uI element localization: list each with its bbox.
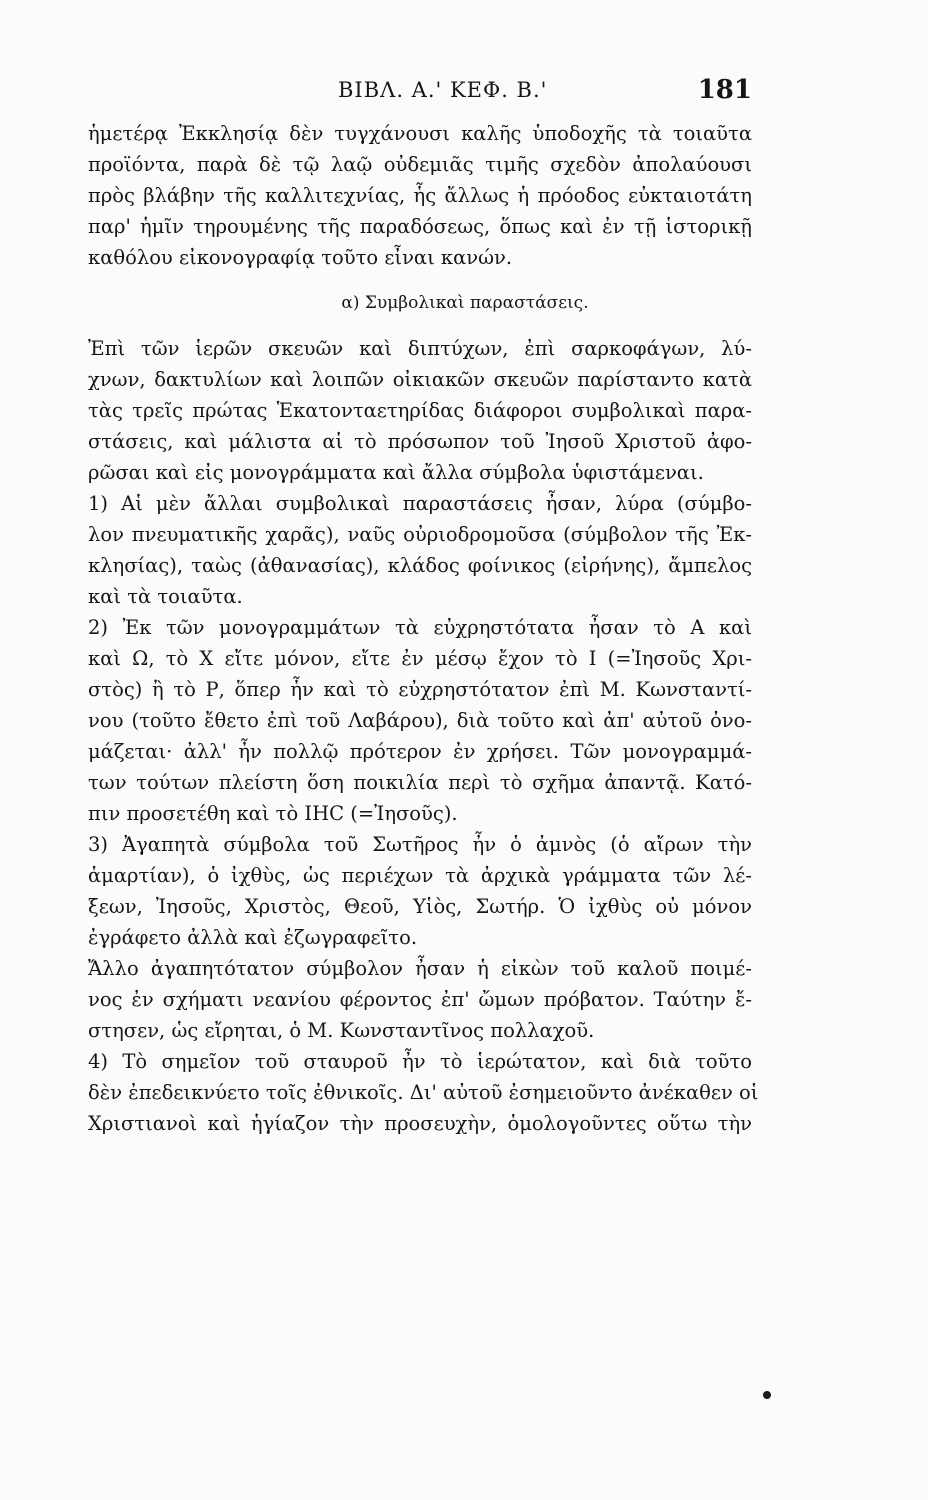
text-line: ξεων, Ἰησοῦς, Χριστὸς, Θεοῦ, Υἱὸς, Σωτήρ. Ὁ ἰχθὺς οὐ μόνον: [88, 895, 752, 918]
text-line: μάζεται· ἀλλ' ἦν πολλῷ πρότερον ἐν χρήσει. Τῶν μονογραμμά-: [88, 740, 752, 763]
text-line: Χριστιανοὶ καὶ ἡγίαζον τὴν προσευχὴν, ὁμολογοῦντες οὕτω τὴν: [88, 1112, 752, 1135]
page-header: [88, 75, 752, 112]
text-line: δὲν ἐπεδεικνύετο τοῖς ἐθνικοῖς. Δι' αὐτοῦ ἐσημειοῦντο ἀνέκαθεν οἱ: [88, 1081, 759, 1104]
text-line: ρῶσαι καὶ εἰς μονογράμματα καὶ ἄλλα σύμβολα ὑφιστάμεναι.: [88, 461, 704, 484]
text-line: στησεν, ὡς εἴρηται, ὁ Μ. Κωνσταντῖνος πολλαχοῦ.: [88, 1019, 595, 1042]
text-line: πρὸς βλάβην τῆς καλλιτεχνίας, ἧς ἄλλως ἡ πρόοδος εὐκταιοτάτη: [88, 184, 752, 207]
text-line: καὶ Ω, τὸ Χ εἴτε μόνον, εἴτε ἐν μέσῳ ἔχον τὸ Ι (=Ἰησοῦς Χρι-: [88, 647, 752, 670]
text-line: ἁμαρτίαν), ὁ ἰχθὺς, ὡς περιέχων τὰ ἀρχικὰ γράμματα τῶν λέ-: [88, 864, 752, 887]
text-line: 4) Τὸ σημεῖον τοῦ σταυροῦ ἦν τὸ ἱερώτατον, καὶ διὰ τοῦτο: [88, 1050, 752, 1073]
text-line: Ἐπὶ τῶν ἱερῶν σκευῶν καὶ διπτύχων, ἐπὶ σαρκοφάγων, λύ-: [88, 337, 752, 360]
text-line: χνων, δακτυλίων καὶ λοιπῶν οἰκιακῶν σκευῶν παρίσταντο κατὰ: [88, 368, 752, 391]
running-head: BIBΛ. A.' KEΦ. B.': [338, 78, 548, 102]
text-line: 3) Ἀγαπητὰ σύμβολα τοῦ Σωτῆρος ἦν ὁ ἀμνὸς (ὁ αἴρων τὴν: [88, 833, 752, 856]
text-line: 1) Αἱ μὲν ἄλλαι συμβολικαὶ παραστάσεις ἦσαν, λύρα (σύμβο-: [88, 492, 752, 515]
text-line: νος ἐν σχήματι νεανίου φέροντος ἐπ' ὤμων πρόβατον. Ταύτην ἔ-: [88, 988, 752, 1011]
text-line: ἐγράφετο ἀλλὰ καὶ ἐζωγραφεῖτο.: [88, 926, 418, 949]
text-line: Ἄλλο ἀγαπητότατον σύμβολον ἦσαν ἡ εἰκὼν τοῦ καλοῦ ποιμέ-: [88, 957, 752, 980]
text-line: νου (τοῦτο ἔθετο ἐπὶ τοῦ Λαβάρου), διὰ τοῦτο καὶ ἀπ' αὐτοῦ ὀνο-: [88, 709, 752, 732]
text-line: τὰς τρεῖς πρώτας Ἑκατονταετηρίδας διάφοροι συμβολικαὶ παρα-: [88, 399, 752, 422]
text-line: στὸς) ἢ τὸ Ρ, ὅπερ ἦν καὶ τὸ εὐχρηστότατον ἐπὶ Μ. Κωνσταντί-: [88, 678, 752, 701]
text-line: στάσεις, καὶ μάλιστα αἱ τὸ πρόσωπον τοῦ Ἰησοῦ Χριστοῦ ἀφο-: [88, 430, 752, 453]
text-line: καὶ τὰ τοιαῦτα.: [88, 585, 243, 608]
text-line: καθόλου εἰκονογραφίᾳ τοῦτο εἶναι κανών.: [88, 246, 513, 269]
page-number: 181: [697, 75, 752, 105]
body-text: [88, 118, 759, 1139]
text-line: ἡμετέρᾳ Ἐκκλησίᾳ δὲν τυγχάνουσι καλῆς ὑποδοχῆς τὰ τοιαῦτα: [88, 122, 752, 145]
text-line: προϊόντα, παρὰ δὲ τῷ λαῷ οὐδεμιᾶς τιμῆς σχεδὸν ἀπολαύουσι: [88, 153, 752, 176]
ink-dot: [763, 1391, 771, 1399]
text-line: πιν προσετέθη καὶ τὸ ΙΗC (=Ἰησοῦς).: [88, 802, 458, 825]
text-line: παρ' ἡμῖν τηρουμένης τῆς παραδόσεως, ὅπως καὶ ἐν τῇ ἱστορικῇ: [88, 215, 752, 238]
text-line: κλησίας), ταὼς (ἀθανασίας), κλάδος φοίνικος (εἰρήνης), ἄμπελος: [88, 554, 752, 577]
text-line: 2) Ἐκ τῶν μονογραμμάτων τὰ εὐχρηστότατα ἦσαν τὸ Α καὶ: [88, 616, 752, 639]
section-heading: α) Συμβολικαὶ παραστάσεις.: [341, 293, 589, 313]
text-line: λον πνευματικῆς χαρᾶς), ναῦς οὐριοδρομοῦσα (σύμβολον τῆς Ἐκ-: [88, 523, 752, 546]
text-line: των τούτων πλείστη ὅση ποικιλία περὶ τὸ σχῆμα ἀπαντᾷ. Κατό-: [88, 771, 752, 794]
